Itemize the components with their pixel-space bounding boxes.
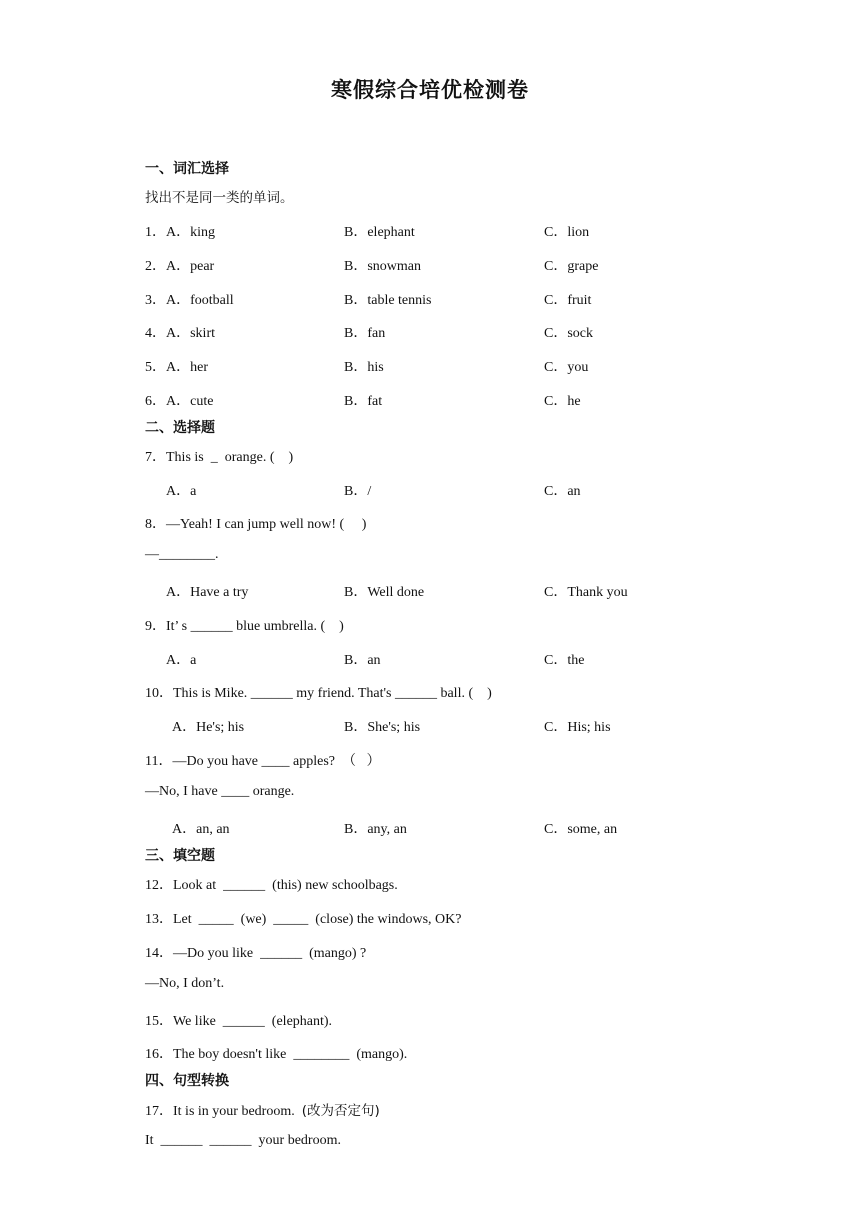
question-12: 12．Look at ______ (this) new schoolbags.: [145, 878, 398, 893]
option-b: B．fat: [344, 394, 383, 409]
option-c: C．fruit: [544, 293, 592, 308]
option-a: 6．A．cute: [145, 394, 214, 409]
option-b: B．an: [344, 653, 381, 668]
option-c: C．he: [544, 394, 581, 409]
option-c: C．lion: [544, 225, 590, 240]
option-a: A．He's; his: [172, 720, 245, 735]
vocab-instruction: 找出不是同一类的单词。: [145, 190, 294, 206]
option-a: A．a: [166, 484, 197, 499]
option-a: 1．A．king: [145, 225, 215, 240]
option-c: C．Thank you: [544, 585, 628, 600]
option-b: B．elephant: [344, 225, 415, 240]
option-a: A．a: [166, 653, 197, 668]
question-17-instruction: (改为否定句): [301, 1103, 380, 1119]
option-b: B．his: [344, 360, 384, 375]
option-a: 2．A．pear: [145, 259, 215, 274]
option-a: A．Have a try: [166, 585, 249, 600]
question-7: 7．This is _ orange. ( ): [145, 450, 294, 465]
question-17: [145, 1099, 380, 1120]
question-14-reply: —No, I don’t.: [145, 976, 225, 991]
option-c: C．some, an: [544, 822, 618, 837]
question-8-reply: —________.: [145, 547, 219, 562]
question-17-answer-line: It ______ ______ your bedroom.: [145, 1133, 341, 1148]
option-c: C．the: [544, 653, 585, 668]
question-15: 15．We like ______ (elephant).: [145, 1014, 333, 1029]
option-c: C．grape: [544, 259, 599, 274]
option-b: B．snowman: [344, 259, 421, 274]
question-14: 14．—Do you like ______ (mango) ?: [145, 946, 367, 961]
question-8: 8．—Yeah! I can jump well now! ( ): [145, 517, 367, 532]
section-heading-transform: 四、句型转换: [145, 1073, 229, 1089]
question-10: 10．This is Mike. ______ my friend. That's ______ ball. ( ): [145, 686, 492, 701]
option-b: B．/: [344, 484, 372, 499]
option-c: C．an: [544, 484, 581, 499]
question-11: 11．—Do you have ____ apples? （ ）: [145, 754, 381, 769]
option-b: B．Well done: [344, 585, 425, 600]
question-9: 9．It’ s ______ blue umbrella. ( ): [145, 619, 344, 634]
option-c: C．sock: [544, 326, 593, 341]
option-b: B．fan: [344, 326, 386, 341]
question-11-reply: —No, I have ____ orange.: [145, 784, 295, 799]
question-16: 16．The boy doesn't like ________ (mango).: [145, 1047, 408, 1062]
option-c: C．His; his: [544, 720, 611, 735]
option-b: B．table tennis: [344, 293, 432, 308]
option-a: A．an, an: [172, 822, 230, 837]
page-title: 寒假综合培优检测卷: [331, 78, 529, 102]
section-heading-vocab: 一、词汇选择: [145, 161, 229, 177]
option-a: 4．A．skirt: [145, 326, 215, 341]
question-17-text: 17．It is in your bedroom.: [145, 1104, 302, 1119]
question-13: 13．Let _____ (we) _____ (close) the windows, OK?: [145, 912, 462, 927]
section-heading-fill: 三、填空题: [145, 848, 215, 864]
option-a: 5．A．her: [145, 360, 208, 375]
option-a: 3．A．football: [145, 293, 234, 308]
option-b: B．She's; his: [344, 720, 421, 735]
section-heading-choice: 二、选择题: [145, 420, 215, 436]
option-b: B．any, an: [344, 822, 407, 837]
option-c: C．you: [544, 360, 589, 375]
